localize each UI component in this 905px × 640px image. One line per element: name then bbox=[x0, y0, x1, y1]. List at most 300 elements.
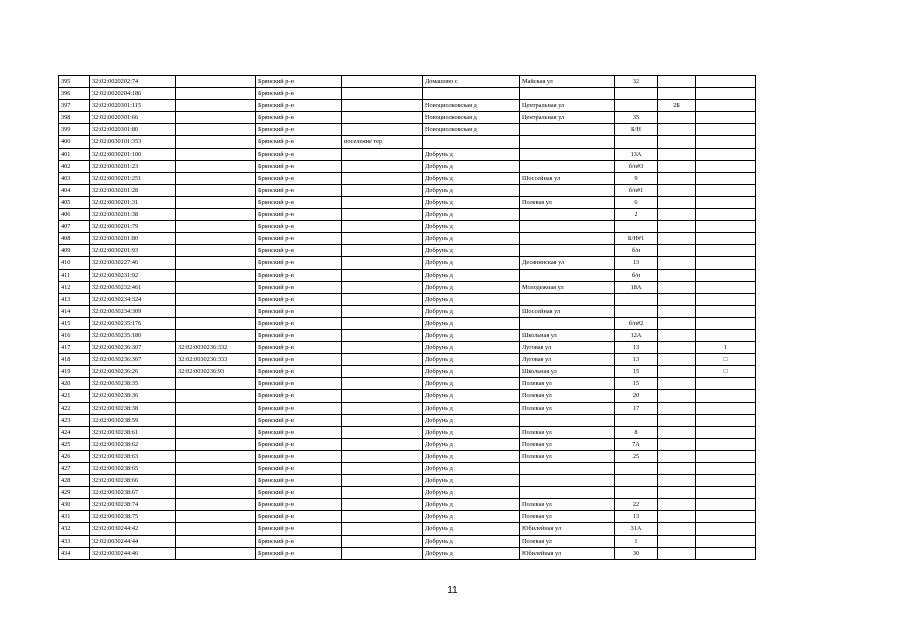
building-number-cell bbox=[658, 76, 696, 88]
settlement-cell bbox=[342, 305, 423, 317]
settlement-cell bbox=[342, 124, 423, 136]
cadastral-number-cell: 32:02:0020301:115 bbox=[90, 100, 176, 112]
table-row bbox=[59, 305, 756, 317]
row-number-cell: 434 bbox=[59, 547, 90, 559]
building-number-cell bbox=[658, 414, 696, 426]
building-number-cell bbox=[658, 209, 696, 221]
row-number-cell: 428 bbox=[59, 475, 90, 487]
registry-table-body bbox=[59, 76, 756, 560]
related-cadastral-number-cell bbox=[176, 124, 256, 136]
note-mark-cell bbox=[696, 124, 756, 136]
row-number-cell: 429 bbox=[59, 487, 90, 499]
locality-cell: Добрунь д bbox=[423, 245, 520, 257]
district-cell: Брянский р-н bbox=[256, 196, 342, 208]
note-mark-cell bbox=[696, 184, 756, 196]
district-cell: Брянский р-н bbox=[256, 487, 342, 499]
related-cadastral-number-cell bbox=[176, 112, 256, 124]
locality-cell: Добрунь д bbox=[423, 269, 520, 281]
house-number-cell: 15 bbox=[615, 378, 658, 390]
building-number-cell bbox=[658, 535, 696, 547]
street-cell: Полевая ул bbox=[520, 402, 615, 414]
house-number-cell: 1 bbox=[615, 535, 658, 547]
settlement-cell bbox=[342, 148, 423, 160]
district-cell: Брянский р-н bbox=[256, 160, 342, 172]
house-number-cell: 20 bbox=[615, 390, 658, 402]
locality-cell: Добрунь д bbox=[423, 523, 520, 535]
district-cell: Брянский р-н bbox=[256, 450, 342, 462]
page-number: 11 bbox=[447, 585, 458, 596]
district-cell: Брянский р-н bbox=[256, 547, 342, 559]
settlement-cell bbox=[342, 414, 423, 426]
locality-cell: Добрунь д bbox=[423, 148, 520, 160]
district-cell: Брянский р-н bbox=[256, 172, 342, 184]
building-number-cell bbox=[658, 511, 696, 523]
related-cadastral-number-cell bbox=[176, 221, 256, 233]
related-cadastral-number-cell bbox=[176, 390, 256, 402]
related-cadastral-number-cell bbox=[176, 475, 256, 487]
district-cell: Брянский р-н bbox=[256, 221, 342, 233]
cadastral-number-cell: 32:02:0030201:23 bbox=[90, 160, 176, 172]
locality-cell: Добрунь д bbox=[423, 221, 520, 233]
settlement-cell bbox=[342, 450, 423, 462]
related-cadastral-number-cell bbox=[176, 293, 256, 305]
note-mark-cell bbox=[696, 160, 756, 172]
settlement-cell bbox=[342, 209, 423, 221]
cadastral-number-cell: 32:02:0030238:59 bbox=[90, 414, 176, 426]
house-number-cell bbox=[615, 487, 658, 499]
street-cell: Юбилейная ул bbox=[520, 523, 615, 535]
row-number-cell: 419 bbox=[59, 366, 90, 378]
locality-cell: Добрунь д bbox=[423, 281, 520, 293]
cadastral-number-cell: 32:02:0030244:42 bbox=[90, 523, 176, 535]
locality-cell: Добрунь д bbox=[423, 329, 520, 341]
locality-cell bbox=[423, 136, 520, 148]
table-row bbox=[59, 317, 756, 329]
cadastral-number-cell: 32:02:0030235:180 bbox=[90, 329, 176, 341]
related-cadastral-number-cell bbox=[176, 511, 256, 523]
cadastral-number-cell: 32:02:0030244:46 bbox=[90, 547, 176, 559]
locality-cell: Добрунь д bbox=[423, 487, 520, 499]
building-number-cell bbox=[658, 475, 696, 487]
row-number-cell: 415 bbox=[59, 317, 90, 329]
district-cell: Брянский р-н bbox=[256, 511, 342, 523]
note-mark-cell bbox=[696, 209, 756, 221]
note-mark-cell bbox=[696, 221, 756, 233]
district-cell: Брянский р-н bbox=[256, 184, 342, 196]
settlement-cell bbox=[342, 184, 423, 196]
cadastral-number-cell: 32:02:0020301:80 bbox=[90, 124, 176, 136]
table-row bbox=[59, 184, 756, 196]
cadastral-number-cell: 32:02:0020202:74 bbox=[90, 76, 176, 88]
settlement-cell bbox=[342, 535, 423, 547]
table-row bbox=[59, 281, 756, 293]
locality-cell: Добрунь д bbox=[423, 305, 520, 317]
note-mark-cell bbox=[696, 88, 756, 100]
district-cell: Брянский р-н bbox=[256, 402, 342, 414]
settlement-cell bbox=[342, 100, 423, 112]
note-mark-cell bbox=[696, 305, 756, 317]
settlement-cell bbox=[342, 221, 423, 233]
street-cell: Майская ул bbox=[520, 76, 615, 88]
district-cell: Брянский р-н bbox=[256, 354, 342, 366]
cadastral-number-cell: 32:02:0030238:75 bbox=[90, 511, 176, 523]
locality-cell: Добрунь д bbox=[423, 414, 520, 426]
table-row bbox=[59, 450, 756, 462]
table-row bbox=[59, 547, 756, 559]
related-cadastral-number-cell bbox=[176, 88, 256, 100]
district-cell: Брянский р-н bbox=[256, 233, 342, 245]
house-number-cell bbox=[615, 100, 658, 112]
district-cell: Брянский р-н bbox=[256, 269, 342, 281]
street-cell bbox=[520, 414, 615, 426]
table-row bbox=[59, 366, 756, 378]
note-mark-cell bbox=[696, 196, 756, 208]
row-number-cell: 396 bbox=[59, 88, 90, 100]
note-mark-cell bbox=[696, 426, 756, 438]
building-number-cell bbox=[658, 136, 696, 148]
building-number-cell bbox=[658, 172, 696, 184]
building-number-cell bbox=[658, 438, 696, 450]
related-cadastral-number-cell bbox=[176, 450, 256, 462]
note-mark-cell bbox=[696, 269, 756, 281]
settlement-cell bbox=[342, 172, 423, 184]
related-cadastral-number-cell bbox=[176, 523, 256, 535]
settlement-cell bbox=[342, 245, 423, 257]
street-cell: Шоссейная ул bbox=[520, 172, 615, 184]
row-number-cell: 425 bbox=[59, 438, 90, 450]
cadastral-number-cell: 32:02:0030201:31 bbox=[90, 196, 176, 208]
district-cell: Брянский р-н bbox=[256, 366, 342, 378]
building-number-cell bbox=[658, 148, 696, 160]
note-mark-cell: □ bbox=[696, 354, 756, 366]
locality-cell: Добрунь д bbox=[423, 547, 520, 559]
note-mark-cell bbox=[696, 317, 756, 329]
table-row bbox=[59, 172, 756, 184]
registry-table bbox=[58, 75, 756, 560]
cadastral-number-cell: 32:02:0030201:79 bbox=[90, 221, 176, 233]
district-cell: Брянский р-н bbox=[256, 317, 342, 329]
district-cell: Брянский р-н bbox=[256, 463, 342, 475]
building-number-cell bbox=[658, 463, 696, 475]
street-cell bbox=[520, 124, 615, 136]
related-cadastral-number-cell bbox=[176, 317, 256, 329]
house-number-cell: 6 bbox=[615, 196, 658, 208]
district-cell: Брянский р-н bbox=[256, 76, 342, 88]
district-cell: Брянский р-н bbox=[256, 281, 342, 293]
row-number-cell: 399 bbox=[59, 124, 90, 136]
table-row bbox=[59, 463, 756, 475]
street-cell bbox=[520, 136, 615, 148]
settlement-cell bbox=[342, 366, 423, 378]
house-number-cell: 7А bbox=[615, 438, 658, 450]
locality-cell: Добрунь д bbox=[423, 257, 520, 269]
building-number-cell bbox=[658, 221, 696, 233]
district-cell: Брянский р-н bbox=[256, 414, 342, 426]
cadastral-number-cell: 32:02:0030238:67 bbox=[90, 487, 176, 499]
building-number-cell bbox=[658, 402, 696, 414]
locality-cell: Новоциолковская д bbox=[423, 124, 520, 136]
table-row bbox=[59, 257, 756, 269]
row-number-cell: 427 bbox=[59, 463, 90, 475]
note-mark-cell bbox=[696, 523, 756, 535]
table-row bbox=[59, 88, 756, 100]
building-number-cell bbox=[658, 245, 696, 257]
cadastral-number-cell: 32:02:0030201:251 bbox=[90, 172, 176, 184]
table-row bbox=[59, 535, 756, 547]
table-row bbox=[59, 148, 756, 160]
settlement-cell bbox=[342, 547, 423, 559]
district-cell: Брянский р-н bbox=[256, 88, 342, 100]
settlement-cell bbox=[342, 378, 423, 390]
street-cell: Центральная ул bbox=[520, 100, 615, 112]
house-number-cell: Б/Н bbox=[615, 124, 658, 136]
building-number-cell bbox=[658, 293, 696, 305]
table-row bbox=[59, 124, 756, 136]
note-mark-cell: □ bbox=[696, 366, 756, 378]
street-cell bbox=[520, 269, 615, 281]
settlement-cell bbox=[342, 317, 423, 329]
row-number-cell: 413 bbox=[59, 293, 90, 305]
building-number-cell bbox=[658, 523, 696, 535]
locality-cell: Добрунь д bbox=[423, 499, 520, 511]
locality-cell: Добрунь д bbox=[423, 233, 520, 245]
row-number-cell: 411 bbox=[59, 269, 90, 281]
cadastral-number-cell: 32:02:0020204:186 bbox=[90, 88, 176, 100]
table-row bbox=[59, 426, 756, 438]
note-mark-cell bbox=[696, 233, 756, 245]
note-mark-cell bbox=[696, 499, 756, 511]
house-number-cell: 12А bbox=[615, 329, 658, 341]
house-number-cell: б/н#3 bbox=[615, 160, 658, 172]
building-number-cell bbox=[658, 426, 696, 438]
cadastral-number-cell: 32:02:0030234:324 bbox=[90, 293, 176, 305]
house-number-cell bbox=[615, 305, 658, 317]
settlement-cell bbox=[342, 257, 423, 269]
street-cell bbox=[520, 88, 615, 100]
settlement-cell bbox=[342, 390, 423, 402]
note-mark-cell bbox=[696, 547, 756, 559]
note-mark-cell bbox=[696, 402, 756, 414]
table-row bbox=[59, 160, 756, 172]
building-number-cell bbox=[658, 366, 696, 378]
cadastral-number-cell: 32:02:0030201:28 bbox=[90, 184, 176, 196]
note-mark-cell: 1 bbox=[696, 342, 756, 354]
street-cell bbox=[520, 160, 615, 172]
street-cell: Полевая ул bbox=[520, 535, 615, 547]
row-number-cell: 406 bbox=[59, 209, 90, 221]
building-number-cell bbox=[658, 317, 696, 329]
table-row bbox=[59, 100, 756, 112]
cadastral-number-cell: 32:02:0030101:353 bbox=[90, 136, 176, 148]
table-row bbox=[59, 475, 756, 487]
related-cadastral-number-cell bbox=[176, 438, 256, 450]
building-number-cell bbox=[658, 450, 696, 462]
table-row bbox=[59, 112, 756, 124]
street-cell bbox=[520, 233, 615, 245]
table-row bbox=[59, 269, 756, 281]
table-row bbox=[59, 487, 756, 499]
related-cadastral-number-cell bbox=[176, 100, 256, 112]
row-number-cell: 424 bbox=[59, 426, 90, 438]
settlement-cell bbox=[342, 329, 423, 341]
cadastral-number-cell: 32:02:0030238:74 bbox=[90, 499, 176, 511]
cadastral-number-cell: 32:02:0030238:36 bbox=[90, 390, 176, 402]
building-number-cell bbox=[658, 305, 696, 317]
settlement-cell bbox=[342, 342, 423, 354]
house-number-cell: 13 bbox=[615, 354, 658, 366]
district-cell: Брянский р-н bbox=[256, 475, 342, 487]
house-number-cell: б/н bbox=[615, 269, 658, 281]
building-number-cell bbox=[658, 184, 696, 196]
table-row bbox=[59, 136, 756, 148]
locality-cell: Новоциолковская д bbox=[423, 112, 520, 124]
table-row bbox=[59, 390, 756, 402]
settlement-cell bbox=[342, 402, 423, 414]
cadastral-number-cell: 32:02:0030234:309 bbox=[90, 305, 176, 317]
table-row bbox=[59, 233, 756, 245]
building-number-cell bbox=[658, 112, 696, 124]
building-number-cell bbox=[658, 354, 696, 366]
table-row bbox=[59, 342, 756, 354]
street-cell: Молодежная ул bbox=[520, 281, 615, 293]
locality-cell: Добрунь д bbox=[423, 184, 520, 196]
street-cell: Шоссейная ул bbox=[520, 305, 615, 317]
locality-cell: Добрунь д bbox=[423, 209, 520, 221]
cadastral-number-cell: 32:02:0030201:38 bbox=[90, 209, 176, 221]
row-number-cell: 404 bbox=[59, 184, 90, 196]
district-cell: Брянский р-н bbox=[256, 293, 342, 305]
cadastral-number-cell: 32:02:0030238:63 bbox=[90, 450, 176, 462]
table-row bbox=[59, 209, 756, 221]
table-row bbox=[59, 329, 756, 341]
table-row bbox=[59, 293, 756, 305]
note-mark-cell bbox=[696, 257, 756, 269]
related-cadastral-number-cell bbox=[176, 329, 256, 341]
row-number-cell: 410 bbox=[59, 257, 90, 269]
district-cell: Брянский р-н bbox=[256, 136, 342, 148]
settlement-cell bbox=[342, 269, 423, 281]
settlement-cell bbox=[342, 281, 423, 293]
street-cell: Полевая ул bbox=[520, 426, 615, 438]
table-row bbox=[59, 378, 756, 390]
row-number-cell: 418 bbox=[59, 354, 90, 366]
building-number-cell bbox=[658, 499, 696, 511]
building-number-cell bbox=[658, 390, 696, 402]
house-number-cell: 2 bbox=[615, 209, 658, 221]
house-number-cell: б/н#1 bbox=[615, 184, 658, 196]
related-cadastral-number-cell bbox=[176, 209, 256, 221]
locality-cell: Добрунь д bbox=[423, 293, 520, 305]
related-cadastral-number-cell: 32:02:0030236:333 bbox=[176, 354, 256, 366]
street-cell bbox=[520, 487, 615, 499]
locality-cell: Добрунь д bbox=[423, 366, 520, 378]
table-row bbox=[59, 414, 756, 426]
settlement-cell bbox=[342, 76, 423, 88]
related-cadastral-number-cell bbox=[176, 547, 256, 559]
row-number-cell: 400 bbox=[59, 136, 90, 148]
row-number-cell: 414 bbox=[59, 305, 90, 317]
district-cell: Брянский р-н bbox=[256, 523, 342, 535]
related-cadastral-number-cell bbox=[176, 76, 256, 88]
cadastral-number-cell: 32:02:0030236:307 bbox=[90, 354, 176, 366]
house-number-cell bbox=[615, 475, 658, 487]
cadastral-number-cell: 32:02:0030238:38 bbox=[90, 402, 176, 414]
related-cadastral-number-cell bbox=[176, 269, 256, 281]
settlement-cell bbox=[342, 354, 423, 366]
locality-cell: Добрунь д bbox=[423, 438, 520, 450]
locality-cell: Домашово с bbox=[423, 76, 520, 88]
related-cadastral-number-cell: 32:02:0030236:93 bbox=[176, 366, 256, 378]
note-mark-cell bbox=[696, 136, 756, 148]
note-mark-cell bbox=[696, 100, 756, 112]
row-number-cell: 430 bbox=[59, 499, 90, 511]
cadastral-number-cell: 32:02:0030232:461 bbox=[90, 281, 176, 293]
cadastral-number-cell: 32:02:0030238:35 bbox=[90, 378, 176, 390]
cadastral-number-cell: 32:02:0030236:26 bbox=[90, 366, 176, 378]
settlement-cell: поселение тер bbox=[342, 136, 423, 148]
row-number-cell: 401 bbox=[59, 148, 90, 160]
note-mark-cell bbox=[696, 450, 756, 462]
related-cadastral-number-cell bbox=[176, 378, 256, 390]
house-number-cell: 13 bbox=[615, 257, 658, 269]
related-cadastral-number-cell bbox=[176, 535, 256, 547]
building-number-cell bbox=[658, 88, 696, 100]
house-number-cell bbox=[615, 463, 658, 475]
note-mark-cell bbox=[696, 112, 756, 124]
street-cell: Полевая ул bbox=[520, 378, 615, 390]
building-number-cell bbox=[658, 160, 696, 172]
house-number-cell: 31А bbox=[615, 523, 658, 535]
settlement-cell bbox=[342, 233, 423, 245]
district-cell: Брянский р-н bbox=[256, 499, 342, 511]
table-row bbox=[59, 402, 756, 414]
building-number-cell: 2Б bbox=[658, 100, 696, 112]
district-cell: Брянский р-н bbox=[256, 245, 342, 257]
house-number-cell bbox=[615, 221, 658, 233]
building-number-cell bbox=[658, 487, 696, 499]
building-number-cell bbox=[658, 378, 696, 390]
house-number-cell: б/н#2 bbox=[615, 317, 658, 329]
street-cell: Полевая ул bbox=[520, 438, 615, 450]
cadastral-number-cell: 32:02:0030236:307 bbox=[90, 342, 176, 354]
settlement-cell bbox=[342, 511, 423, 523]
settlement-cell bbox=[342, 426, 423, 438]
street-cell bbox=[520, 209, 615, 221]
note-mark-cell bbox=[696, 487, 756, 499]
street-cell: Полевая ул bbox=[520, 390, 615, 402]
cadastral-number-cell: 32:02:0030201:80 bbox=[90, 233, 176, 245]
note-mark-cell bbox=[696, 329, 756, 341]
row-number-cell: 421 bbox=[59, 390, 90, 402]
district-cell: Брянский р-н bbox=[256, 257, 342, 269]
table-row bbox=[59, 245, 756, 257]
street-cell: Центральная ул bbox=[520, 112, 615, 124]
district-cell: Брянский р-н bbox=[256, 112, 342, 124]
cadastral-number-cell: 32:02:0030201:100 bbox=[90, 148, 176, 160]
cadastral-number-cell: 32:02:0030235:176 bbox=[90, 317, 176, 329]
house-number-cell bbox=[615, 136, 658, 148]
street-cell bbox=[520, 221, 615, 233]
related-cadastral-number-cell bbox=[176, 233, 256, 245]
related-cadastral-number-cell bbox=[176, 499, 256, 511]
row-number-cell: 398 bbox=[59, 112, 90, 124]
cadastral-number-cell: 32:02:0030201:93 bbox=[90, 245, 176, 257]
locality-cell: Добрунь д bbox=[423, 463, 520, 475]
street-cell: Луговая ул bbox=[520, 354, 615, 366]
row-number-cell: 403 bbox=[59, 172, 90, 184]
district-cell: Брянский р-н bbox=[256, 390, 342, 402]
note-mark-cell bbox=[696, 378, 756, 390]
